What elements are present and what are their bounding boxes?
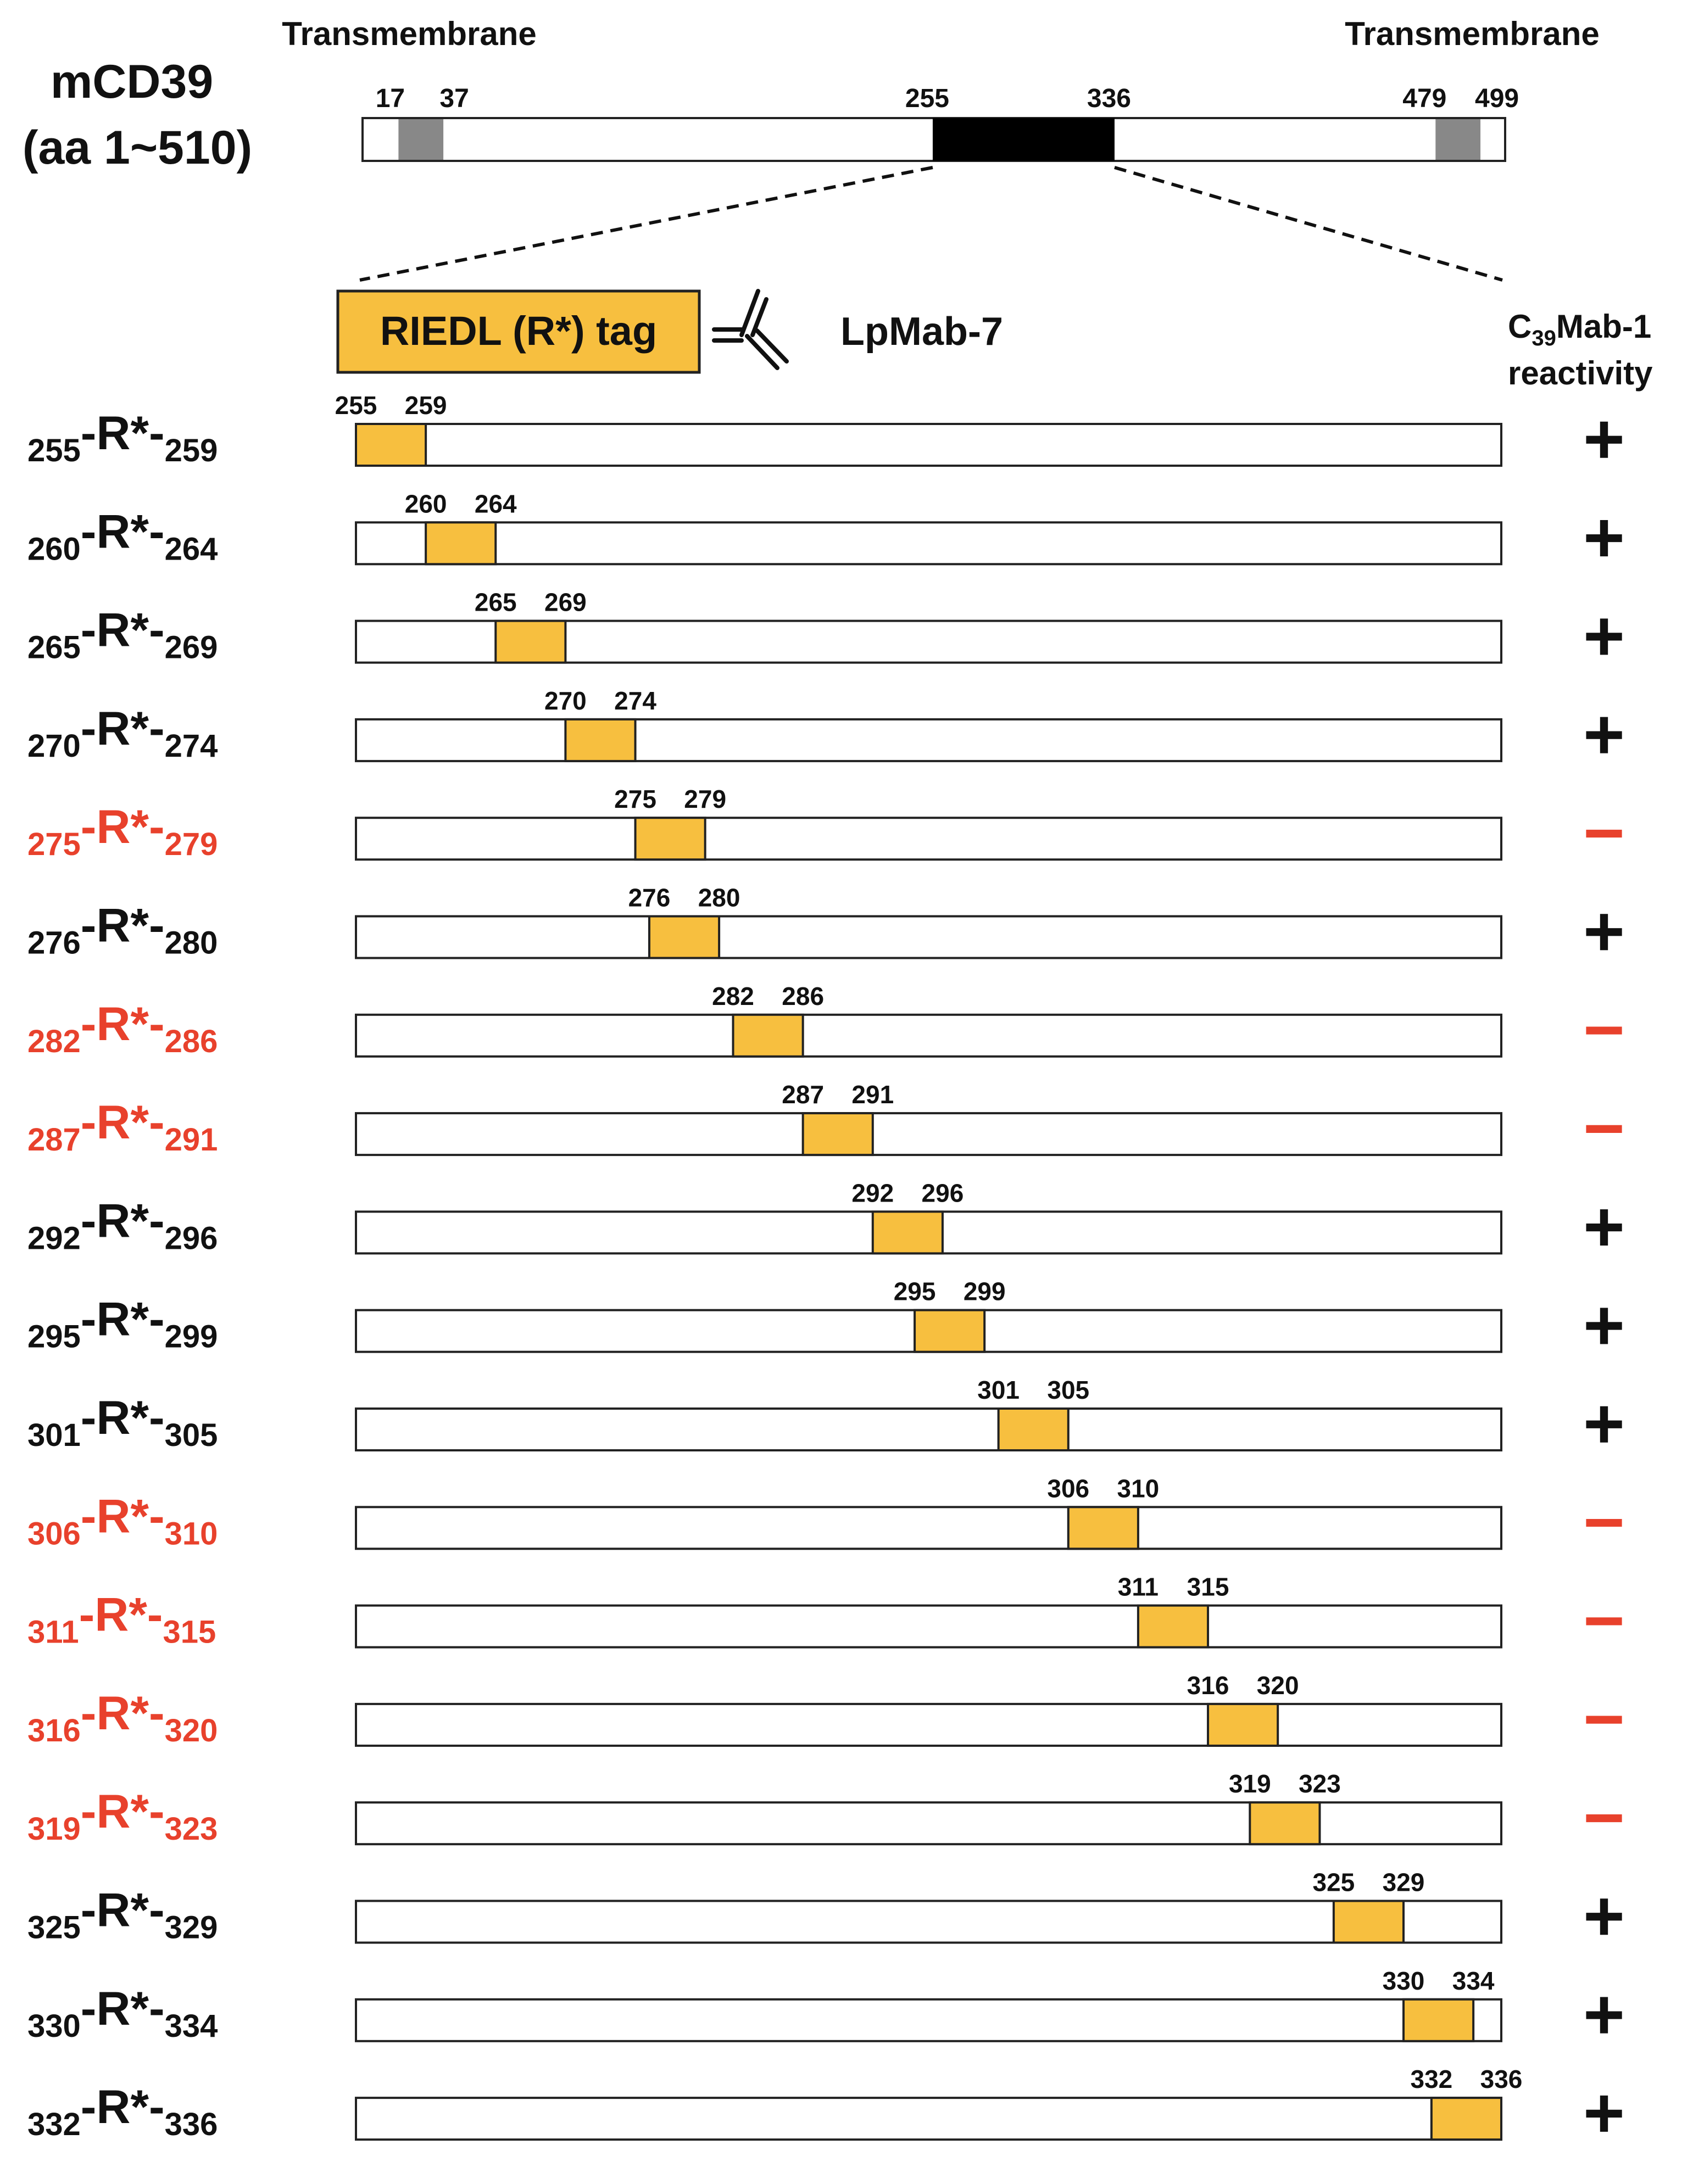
tag-start-label: 275 — [614, 785, 656, 814]
tag-end-label: 310 — [1117, 1474, 1160, 1503]
tag-end-label: 299 — [963, 1277, 1006, 1306]
mutant-bar — [356, 424, 1501, 466]
tag-end-label: 320 — [1256, 1671, 1299, 1700]
mutant-label — [27, 801, 218, 862]
mutant-bar — [356, 917, 1501, 958]
region-start-label: 255 — [905, 84, 950, 113]
mutant-start-sub: 332 — [27, 2107, 81, 2143]
mutant-start-sub: 276 — [27, 925, 81, 961]
mutant-end-sub: 279 — [164, 826, 218, 863]
mutant-end-sub: 259 — [164, 433, 218, 468]
tag-start-label: 265 — [474, 588, 517, 617]
tag-start-label: 316 — [1187, 1671, 1229, 1700]
mutant-label — [27, 1490, 218, 1551]
tag-end-label: 279 — [684, 785, 727, 814]
mutant-tag-text: -R*- — [80, 505, 165, 558]
mutant-end-sub: 315 — [163, 1614, 216, 1650]
reactivity-positive: + — [1583, 497, 1625, 578]
tag-end-label: 296 — [921, 1178, 964, 1208]
tag-block — [873, 1211, 943, 1253]
tag-block — [565, 719, 635, 761]
tag-start-label: 260 — [404, 489, 447, 518]
mutant-row — [27, 785, 1625, 873]
tm-label-left: Transmembrane — [282, 15, 537, 52]
mutant-row — [27, 1474, 1625, 1562]
mutant-start-sub: 306 — [27, 1516, 81, 1552]
mutant-start-sub: 282 — [27, 1023, 81, 1059]
tag-start-label: 325 — [1312, 1868, 1355, 1897]
mutant-end-sub: 323 — [164, 1811, 218, 1847]
tag-block — [649, 917, 719, 958]
mutant-tag-text: -R*- — [80, 997, 165, 1051]
mutant-end-sub: 310 — [164, 1516, 218, 1552]
mutant-end-sub: 274 — [164, 728, 218, 764]
mutant-start-sub: 295 — [27, 1319, 81, 1355]
protein-name: mCD39 — [50, 55, 214, 108]
mutant-end-sub: 305 — [164, 1417, 218, 1453]
mutant-label — [27, 2081, 218, 2142]
mutant-label — [27, 998, 218, 1059]
zoom-line-left — [360, 167, 933, 280]
mutant-tag-text: -R*- — [80, 801, 165, 854]
tag-start-label: 276 — [628, 883, 671, 912]
tag-start-label: 332 — [1410, 2065, 1453, 2094]
mutant-start-sub: 311 — [27, 1614, 79, 1650]
reactivity-negative: − — [1583, 1482, 1625, 1562]
mutant-start-sub: 316 — [27, 1712, 81, 1749]
mutant-row — [27, 1376, 1625, 1464]
tag-end-label: 264 — [474, 489, 517, 518]
tag-start-label: 270 — [544, 686, 587, 715]
reactivity-positive: + — [1583, 1186, 1625, 1267]
mutant-tag-text: -R*- — [80, 1884, 165, 1937]
mutant-end-sub: 329 — [164, 1909, 218, 1946]
tag-block — [999, 1409, 1068, 1450]
reactivity-positive: + — [1583, 694, 1625, 774]
mutant-bar — [356, 1409, 1501, 1450]
mutant-label — [27, 1785, 218, 1847]
mutant-bar — [356, 1113, 1501, 1155]
tag-start-label: 282 — [712, 981, 754, 1010]
mutant-label — [27, 604, 218, 666]
mutant-row — [27, 489, 1625, 577]
mutant-bar — [356, 1901, 1501, 1943]
mutant-label — [27, 900, 218, 961]
reactivity-title-line2: reactivity — [1508, 355, 1653, 392]
mutant-row — [27, 686, 1625, 774]
mutant-end-sub: 264 — [164, 531, 218, 567]
overview — [23, 15, 1600, 280]
tm-left-start-label: 17 — [375, 84, 405, 113]
tag-end-label: 274 — [614, 686, 656, 715]
reactivity-positive: + — [1583, 399, 1625, 479]
legend — [338, 291, 1653, 392]
tag-block — [356, 424, 426, 466]
mutant-row — [27, 1573, 1625, 1661]
reactivity-positive: + — [1583, 1875, 1625, 1956]
mutant-label — [27, 1096, 218, 1158]
tag-block — [733, 1015, 803, 1057]
reactivity-positive: + — [1583, 595, 1625, 676]
mutant-bar — [356, 1704, 1501, 1746]
mutant-bar — [356, 1606, 1501, 1647]
tag-end-label: 329 — [1382, 1868, 1425, 1897]
mutant-tag-text: -R*- — [79, 1588, 163, 1641]
mutant-end-sub: 336 — [164, 2107, 218, 2143]
mutant-start-sub: 260 — [27, 531, 81, 567]
reactivity-title-sub: 39 — [1532, 326, 1556, 350]
tag-block — [1068, 1507, 1138, 1549]
mutant-label — [27, 1392, 218, 1453]
tag-start-label: 255 — [335, 391, 377, 420]
zoom-line-right — [1115, 167, 1502, 280]
tm-label-right: Transmembrane — [1345, 15, 1600, 52]
tm-left-end-label: 37 — [439, 84, 469, 113]
antibody-y-icon — [714, 291, 787, 368]
mutant-tag-text: -R*- — [80, 407, 165, 460]
tag-block — [1334, 1901, 1404, 1943]
mutant-bar — [356, 1802, 1501, 1844]
tag-end-label: 259 — [404, 391, 447, 420]
mutant-tag-text: -R*- — [80, 1194, 165, 1248]
mutant-bar — [356, 1507, 1501, 1549]
mutant-label — [27, 1194, 218, 1256]
tag-end-label: 269 — [544, 588, 587, 617]
tag-start-label: 287 — [782, 1080, 825, 1109]
mutant-row — [27, 884, 1625, 971]
mutant-start-sub: 275 — [27, 826, 81, 863]
mutant-tag-text: -R*- — [80, 1785, 165, 1839]
tag-block — [1250, 1802, 1319, 1844]
mutant-row — [27, 391, 1625, 479]
tag-block — [915, 1310, 984, 1352]
tag-start-label: 301 — [977, 1376, 1020, 1404]
mutant-bar — [356, 719, 1501, 761]
mutant-tag-text: -R*- — [80, 2081, 165, 2134]
tag-end-label: 315 — [1187, 1572, 1229, 1601]
mutant-label — [27, 505, 218, 567]
mutant-start-sub: 325 — [27, 1909, 81, 1946]
mutant-start-sub: 330 — [27, 2008, 81, 2044]
mutant-end-sub: 334 — [164, 2008, 218, 2044]
mutant-row — [27, 1769, 1625, 1857]
region-end-label: 336 — [1087, 84, 1132, 113]
reactivity-positive: + — [1583, 891, 1625, 971]
tag-block — [1208, 1704, 1278, 1746]
mutant-start-sub: 270 — [27, 728, 81, 764]
mutant-label — [27, 702, 218, 764]
mutant-tag-text: -R*- — [80, 702, 165, 755]
reactivity-positive: + — [1583, 2073, 1625, 2153]
mutant-tag-text: -R*- — [80, 1392, 165, 1444]
tag-end-label: 291 — [851, 1080, 894, 1109]
mapped-region-block — [933, 118, 1115, 161]
tag-end-label: 334 — [1452, 1966, 1495, 1995]
tag-start-label: 306 — [1047, 1474, 1090, 1503]
reactivity-positive: + — [1583, 1284, 1625, 1365]
mutant-row — [27, 1178, 1625, 1266]
mutant-bar — [356, 818, 1501, 859]
mutant-start-sub: 255 — [27, 433, 81, 468]
tag-start-label: 311 — [1117, 1572, 1159, 1601]
reactivity-title-main: C — [1508, 308, 1532, 345]
reactivity-negative: − — [1583, 1580, 1625, 1661]
tag-block — [426, 522, 495, 564]
tag-block — [636, 818, 705, 859]
reactivity-positive: + — [1583, 1383, 1625, 1464]
mutant-tag-text: -R*- — [80, 1293, 165, 1346]
tag-block — [495, 621, 565, 663]
mutant-rows — [27, 391, 1625, 2153]
tag-block — [1432, 2098, 1501, 2140]
mutant-tag-text: -R*- — [80, 604, 165, 657]
mutant-row — [27, 1277, 1625, 1365]
tag-end-label: 336 — [1480, 2065, 1523, 2094]
tag-end-label: 280 — [698, 883, 740, 912]
reactivity-title — [1508, 308, 1651, 350]
mutant-row — [27, 1868, 1625, 1956]
antibody-label: LpMab-7 — [840, 310, 1003, 354]
tag-block — [803, 1113, 873, 1155]
reactivity-negative: − — [1583, 792, 1625, 873]
mutant-label — [27, 1293, 218, 1355]
tm-domain-right — [1435, 119, 1480, 160]
tag-end-label: 286 — [782, 981, 825, 1010]
mutant-end-sub: 296 — [164, 1220, 218, 1256]
mutant-label — [27, 1687, 218, 1749]
mutant-start-sub: 319 — [27, 1811, 81, 1847]
protein-range: (aa 1~510) — [22, 121, 253, 174]
mutant-bar — [356, 1999, 1501, 2041]
reactivity-negative: − — [1583, 989, 1625, 1070]
mutant-start-sub: 292 — [27, 1220, 81, 1256]
mutant-row — [27, 588, 1625, 676]
mutant-bar — [356, 522, 1501, 564]
mutant-end-sub: 269 — [164, 629, 218, 666]
mutant-tag-text: -R*- — [80, 1096, 165, 1149]
reactivity-negative: − — [1583, 1088, 1625, 1169]
reactivity-negative: − — [1583, 1678, 1625, 1759]
tag-end-label: 305 — [1047, 1376, 1090, 1404]
reactivity-title-rest: Mab-1 — [1556, 308, 1652, 345]
mutant-end-sub: 291 — [164, 1122, 218, 1158]
mutant-start-sub: 265 — [27, 629, 81, 666]
mutant-row — [27, 982, 1625, 1070]
mutant-tag-text: -R*- — [80, 1686, 165, 1740]
mutant-start-sub: 301 — [27, 1417, 81, 1453]
tag-start-label: 295 — [893, 1277, 936, 1306]
mutant-end-sub: 286 — [164, 1023, 218, 1059]
tag-block — [1138, 1606, 1208, 1647]
tm-right-end-label: 499 — [1475, 84, 1519, 113]
tag-start-label: 319 — [1228, 1769, 1271, 1798]
tm-domain-left — [398, 119, 443, 160]
mutant-tag-text: -R*- — [80, 1982, 165, 2035]
tag-legend-label: RIEDL (R*) tag — [380, 308, 658, 354]
mutant-bar — [356, 1015, 1501, 1057]
mutant-label — [27, 1884, 218, 1946]
tm-right-start-label: 479 — [1402, 84, 1447, 113]
mutant-end-sub: 320 — [164, 1712, 218, 1749]
mutant-label — [27, 1982, 218, 2044]
mutant-end-sub: 280 — [164, 925, 218, 961]
tag-block — [1404, 1999, 1473, 2041]
mutant-end-sub: 299 — [164, 1319, 218, 1355]
mutant-start-sub: 287 — [27, 1122, 81, 1158]
reactivity-negative: − — [1583, 1777, 1625, 1858]
tag-start-label: 330 — [1382, 1966, 1425, 1995]
mutant-row — [27, 1967, 1625, 2054]
tag-start-label: 292 — [851, 1178, 894, 1208]
mutant-tag-text: -R*- — [80, 1490, 165, 1543]
mutant-bar — [356, 2098, 1501, 2140]
reactivity-positive: + — [1583, 1974, 1625, 2054]
mutant-row — [27, 1671, 1625, 1759]
mutant-tag-text: -R*- — [80, 899, 165, 952]
tag-end-label: 323 — [1299, 1769, 1341, 1798]
mutant-row — [27, 2065, 1625, 2153]
mutant-label — [27, 407, 218, 468]
mutant-row — [27, 1080, 1625, 1168]
mutant-label — [27, 1589, 216, 1650]
